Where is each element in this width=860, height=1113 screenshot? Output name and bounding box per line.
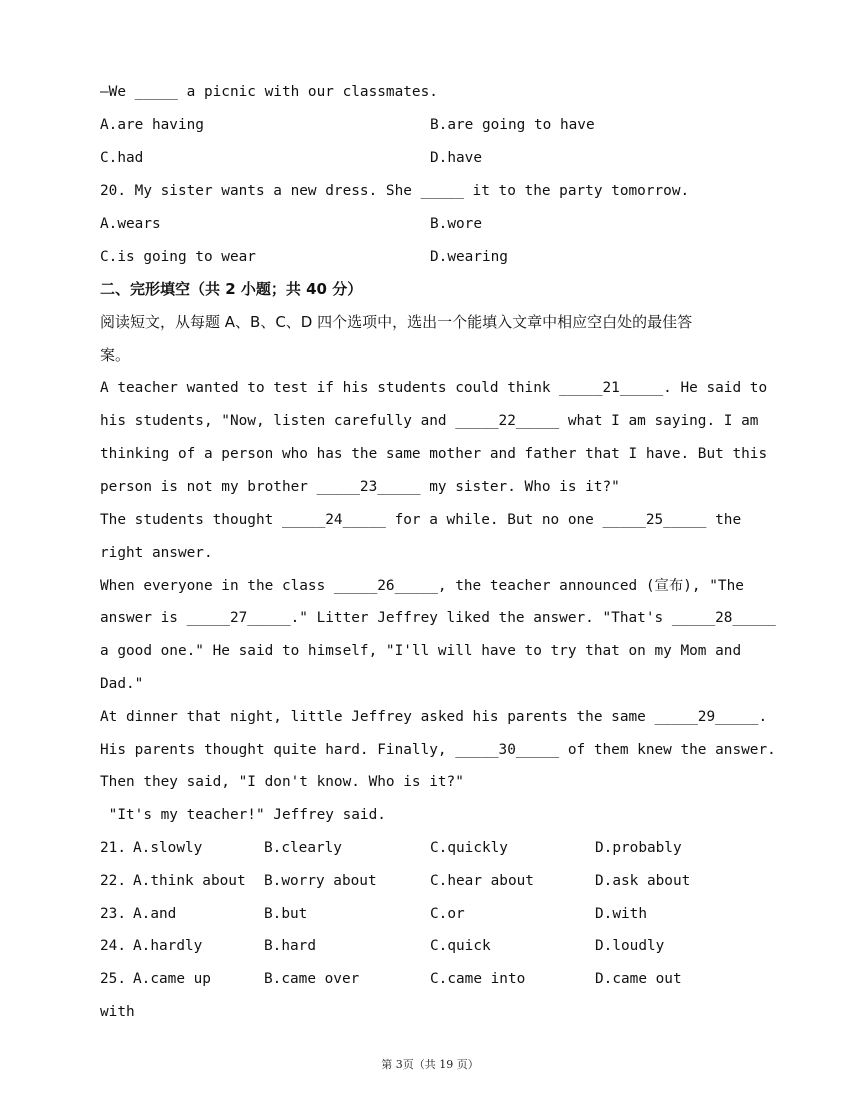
passage-line: At dinner that night, little Jeffrey asked his parents the same _____29_____. <box>100 709 768 725</box>
passage-line: Dad." <box>100 676 144 692</box>
choice-c: C.quick <box>430 938 491 954</box>
passage-line: a good one." He said to himself, "I'll will have to try that on my Mom and <box>100 643 742 659</box>
passage-line: The students thought _____24_____ for a while. But no one _____25_____ the <box>100 512 742 528</box>
choice-b: B.clearly <box>264 840 342 856</box>
choice-b: B.hard <box>264 938 316 954</box>
choice-d: D.probably <box>595 840 682 856</box>
choice-b: B.came over <box>264 971 360 987</box>
choice-a: A.think about <box>133 873 246 889</box>
page-footer: 第 3页（共 19 页） <box>381 1058 479 1071</box>
q19-option-b: B.are going to have <box>430 117 595 133</box>
q20-option-d: D.wearing <box>430 249 508 265</box>
question-19-stem: —We _____ a picnic with our classmates. <box>100 84 438 100</box>
section-instruction-cont: 案。 <box>100 346 131 364</box>
choice-number: 22. <box>100 873 126 889</box>
passage-line: thinking of a person who has the same mother and father that I have. But this <box>100 446 768 462</box>
question-20-stem: 20. My sister wants a new dress. She _____ it to the party tomorrow. <box>100 183 690 199</box>
choice-d: D.loudly <box>595 938 665 954</box>
choice-number: 24. <box>100 938 126 954</box>
choice-wrap-text: with <box>100 1004 135 1020</box>
section-heading: 二、完形填空（共 2 小题；共 40 分） <box>100 280 363 298</box>
q19-option-d: D.have <box>430 150 482 166</box>
choice-a: A.hardly <box>133 938 203 954</box>
passage-line: His parents thought quite hard. Finally, _____30_____ of them knew the answer. <box>100 742 776 758</box>
passage-line: When everyone in the class _____26_____, the teacher announced (宣布), "The <box>100 578 744 594</box>
q19-option-c: C.had <box>100 150 144 166</box>
choice-d: D.with <box>595 906 647 922</box>
section-instruction: 阅读短文，从每题 A、B、C、D 四个选项中，选出一个能填入文章中相应空白处的最佳答 <box>100 313 693 331</box>
q20-option-a: A.wears <box>100 216 161 232</box>
choice-b: B.but <box>264 906 308 922</box>
choice-a: A.came up <box>133 971 211 987</box>
passage-line: his students, "Now, listen carefully and _____22_____ what I am saying. I am <box>100 413 759 429</box>
choice-number: 23. <box>100 906 126 922</box>
q20-option-c: C.is going to wear <box>100 249 256 265</box>
passage-line: Then they said, "I don't know. Who is it?" <box>100 774 464 790</box>
choice-number: 21. <box>100 840 126 856</box>
choice-d: D.came out <box>595 971 682 987</box>
choice-c: C.came into <box>430 971 526 987</box>
choice-a: A.slowly <box>133 840 203 856</box>
choice-c: C.or <box>430 906 465 922</box>
passage-line: right answer. <box>100 545 213 561</box>
choice-c: C.hear about <box>430 873 534 889</box>
choice-d: D.ask about <box>595 873 691 889</box>
passage-line: "It's my teacher!" Jeffrey said. <box>100 807 386 823</box>
choice-number: 25. <box>100 971 126 987</box>
q20-option-b: B.wore <box>430 216 482 232</box>
q19-option-a: A.are having <box>100 117 204 133</box>
choice-b: B.worry about <box>264 873 377 889</box>
choice-a: A.and <box>133 906 177 922</box>
passage-line: A teacher wanted to test if his students could think _____21_____. He said to <box>100 380 768 396</box>
passage-line: person is not my brother _____23_____ my sister. Who is it?" <box>100 479 620 495</box>
passage-line: answer is _____27_____." Litter Jeffrey liked the answer. "That's _____28_____ <box>100 610 776 626</box>
choice-c: C.quickly <box>430 840 508 856</box>
